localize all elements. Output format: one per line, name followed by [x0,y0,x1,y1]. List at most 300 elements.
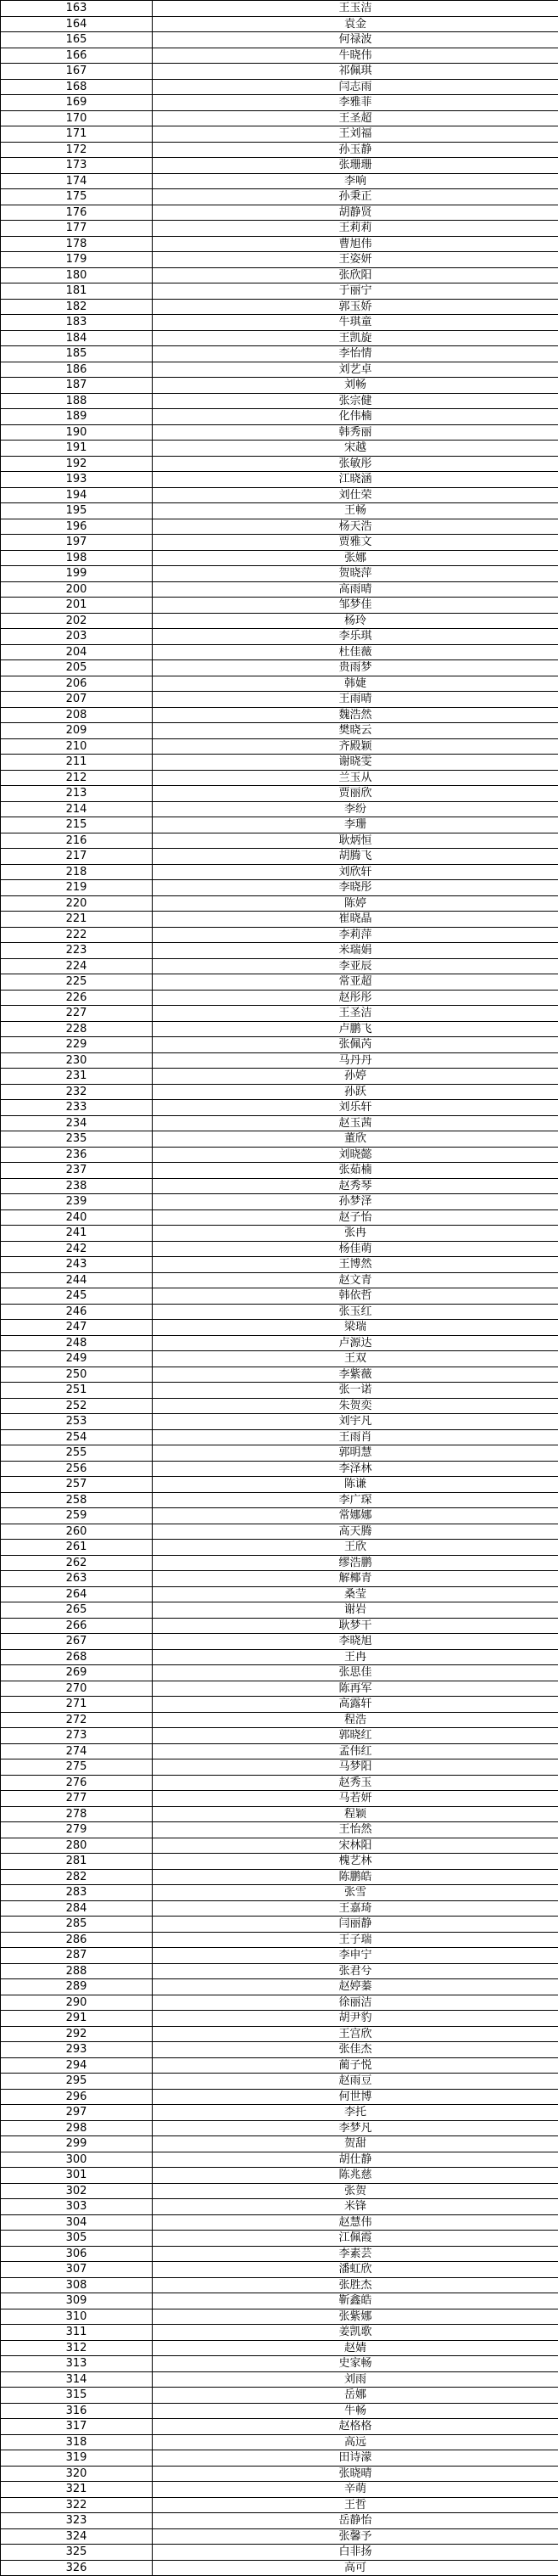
table-row [1,267,558,283]
table-row [1,1241,558,1257]
row-number-cell: 281 [1,1854,153,1870]
row-number-cell: 274 [1,1743,153,1759]
table-row [1,393,558,409]
table-row [1,1885,558,1901]
table-row [1,487,558,503]
table-row [1,1335,558,1351]
student-name-cell: 常亚超 [153,974,558,991]
row-number-cell: 290 [1,1995,153,2011]
table-row [1,16,558,32]
student-name-cell: 张娜 [153,550,558,566]
row-number-cell: 173 [1,158,153,174]
student-name-cell: 张雪 [153,1885,558,1901]
row-number-cell: 309 [1,2293,153,2309]
student-name-cell: 孙跃 [153,1084,558,1100]
row-number-cell: 324 [1,2528,153,2545]
student-name-cell: 谢晓雯 [153,755,558,771]
table-row [1,95,558,111]
row-number-cell: 315 [1,2388,153,2404]
student-name-cell: 王宫欣 [153,2026,558,2042]
row-number-cell: 216 [1,833,153,849]
student-name-cell: 李晓旭 [153,1634,558,1650]
row-number-cell: 191 [1,441,153,457]
row-number-cell: 270 [1,1681,153,1697]
student-name-cell: 白非扬 [153,2545,558,2561]
row-number-cell: 181 [1,283,153,300]
table-row [1,1492,558,1508]
student-name-cell: 田诗濛 [153,2450,558,2467]
student-name-cell: 李泽林 [153,1461,558,1477]
table-row [1,974,558,991]
row-number-cell: 220 [1,895,153,912]
row-number-cell: 201 [1,598,153,614]
row-number-cell: 251 [1,1383,153,1399]
table-row [1,32,558,48]
student-name-cell: 崔晓晶 [153,912,558,928]
student-name-cell: 胡仕静 [153,2152,558,2168]
row-number-cell: 219 [1,880,153,896]
row-number-cell: 276 [1,1775,153,1791]
student-name-cell: 化伟楠 [153,409,558,425]
student-name-cell: 王欣 [153,1540,558,1556]
table-row [1,1681,558,1697]
student-name-cell: 王冉 [153,1649,558,1665]
student-name-cell: 李紫薇 [153,1367,558,1383]
row-number-cell: 310 [1,2309,153,2325]
student-name-cell: 赵秀玉 [153,1775,558,1791]
student-name-cell: 米锋 [153,2199,558,2215]
table-row [1,221,558,237]
row-number-cell: 306 [1,2246,153,2262]
table-row [1,1963,558,1979]
student-name-cell: 岳娜 [153,2388,558,2404]
student-name-cell: 孟伟红 [153,1743,558,1759]
student-name-cell: 米瑞娟 [153,943,558,959]
table-row [1,958,558,974]
row-number-cell: 186 [1,362,153,378]
row-number-cell: 221 [1,912,153,928]
student-name-cell: 陈谦 [153,1477,558,1493]
row-number-cell: 215 [1,817,153,833]
student-name-cell: 赵子怡 [153,1209,558,1226]
student-name-cell: 胡腾飞 [153,849,558,865]
table-row [1,252,558,268]
student-name-cell: 孙秉正 [153,189,558,205]
row-number-cell: 244 [1,1272,153,1288]
row-number-cell: 275 [1,1759,153,1776]
table-row [1,2026,558,2042]
student-name-cell: 李亚辰 [153,958,558,974]
table-row [1,550,558,566]
student-name-cell: 赵文青 [153,1272,558,1288]
row-number-cell: 189 [1,409,153,425]
table-row [1,1006,558,1022]
student-name-cell: 解椰青 [153,1571,558,1587]
row-number-cell: 235 [1,1131,153,1148]
student-name-cell: 张敏彤 [153,456,558,472]
table-row [1,1869,558,1885]
table-row [1,692,558,708]
table-row [1,723,558,739]
row-number-cell: 210 [1,738,153,755]
student-name-cell: 袁金 [153,16,558,32]
student-name-cell: 贾丽欣 [153,786,558,802]
student-name-cell: 贺甜 [153,2136,558,2152]
table-row [1,1194,558,1210]
student-name-cell: 耿炳恒 [153,833,558,849]
student-name-cell: 缪浩鹏 [153,1555,558,1571]
table-row [1,2340,558,2356]
student-name-cell: 马梦阳 [153,1759,558,1776]
student-name-cell: 王玉洁 [153,1,558,17]
student-name-cell: 张君兮 [153,1963,558,1979]
table-row [1,79,558,95]
row-number-cell: 166 [1,48,153,64]
student-name-cell: 高远 [153,2434,558,2450]
table-row [1,1288,558,1305]
row-number-cell: 259 [1,1508,153,1524]
row-number-cell: 225 [1,974,153,991]
row-number-cell: 294 [1,2057,153,2074]
row-number-cell: 195 [1,503,153,519]
table-row [1,2513,558,2529]
table-row [1,2545,558,2561]
row-number-cell: 256 [1,1461,153,1477]
table-row [1,1712,558,1728]
student-name-cell: 贺晓萍 [153,566,558,582]
student-name-cell: 李广琛 [153,1492,558,1508]
row-number-cell: 301 [1,2168,153,2184]
row-number-cell: 321 [1,2482,153,2498]
row-number-cell: 304 [1,2214,153,2231]
student-name-cell: 马若妍 [153,1791,558,1807]
row-number-cell: 245 [1,1288,153,1305]
table-row [1,770,558,786]
row-number-cell: 292 [1,2026,153,2042]
table-row [1,1445,558,1462]
row-number-cell: 277 [1,1791,153,1807]
student-name-cell: 江佩霞 [153,2231,558,2247]
table-row [1,362,558,378]
row-number-cell: 298 [1,2120,153,2136]
table-row [1,1226,558,1242]
row-number-cell: 182 [1,299,153,315]
row-number-cell: 217 [1,849,153,865]
row-number-cell: 273 [1,1728,153,1744]
table-row [1,1791,558,1807]
student-name-cell: 江晓涵 [153,472,558,488]
student-name-cell: 张贺 [153,2183,558,2199]
student-name-cell: 王嘉琦 [153,1900,558,1917]
table-body [1,1,558,2576]
row-number-cell: 214 [1,801,153,817]
table-row [1,1461,558,1477]
table-row [1,676,558,692]
table-row [1,1209,558,1226]
row-number-cell: 246 [1,1304,153,1320]
row-number-cell: 185 [1,346,153,362]
row-number-cell: 167 [1,64,153,80]
row-number-cell: 230 [1,1052,153,1069]
student-name-cell: 孙梦泽 [153,1194,558,1210]
row-number-cell: 317 [1,2419,153,2435]
table-row [1,315,558,331]
table-row [1,2136,558,2152]
table-row [1,456,558,472]
row-number-cell: 252 [1,1398,153,1414]
student-name-cell: 刘晓懿 [153,1147,558,1163]
table-row [1,1665,558,1681]
row-number-cell: 184 [1,330,153,346]
row-number-cell: 197 [1,535,153,551]
student-name-cell: 宋越 [153,441,558,457]
table-row [1,205,558,221]
row-number-cell: 262 [1,1555,153,1571]
student-name-cell: 赵秀琴 [153,1178,558,1194]
row-number-cell: 269 [1,1665,153,1681]
table-row [1,2403,558,2419]
row-number-cell: 311 [1,2325,153,2341]
student-name-cell: 何禄波 [153,32,558,48]
student-name-cell: 张馨予 [153,2528,558,2545]
row-number-cell: 175 [1,189,153,205]
row-number-cell: 297 [1,2105,153,2121]
student-name-cell: 靳鑫皓 [153,2293,558,2309]
table-row [1,1524,558,1540]
table-row [1,409,558,425]
table-row [1,912,558,928]
student-name-cell: 牛畅 [153,2403,558,2419]
row-number-cell: 293 [1,2042,153,2058]
row-number-cell: 247 [1,1320,153,1336]
student-name-cell: 张一诺 [153,1383,558,1399]
table-row [1,2183,558,2199]
student-name-cell: 刘艺卓 [153,362,558,378]
table-row [1,283,558,300]
row-number-cell: 287 [1,1948,153,1964]
table-row [1,801,558,817]
student-name-cell: 刘仕荣 [153,487,558,503]
table-row [1,1163,558,1179]
row-number-cell: 313 [1,2356,153,2372]
table-row [1,2199,558,2215]
table-row [1,1728,558,1744]
table-row [1,158,558,174]
row-number-cell: 307 [1,2262,153,2278]
table-row [1,990,558,1006]
table-row [1,2466,558,2482]
table-row [1,2450,558,2467]
table-row [1,64,558,80]
student-name-cell: 徐丽洁 [153,1995,558,2011]
table-row [1,1775,558,1791]
student-name-cell: 耿梦干 [153,1618,558,1634]
table-row [1,1304,558,1320]
student-name-cell: 李雅菲 [153,95,558,111]
student-name-cell: 张茹楠 [153,1163,558,1179]
row-number-cell: 196 [1,519,153,535]
student-name-cell: 高露轩 [153,1697,558,1713]
row-number-cell: 213 [1,786,153,802]
row-number-cell: 279 [1,1822,153,1838]
table-row [1,943,558,959]
table-row [1,1602,558,1619]
table-row [1,236,558,252]
table-row [1,738,558,755]
student-name-cell: 王刘福 [153,126,558,143]
row-number-cell: 180 [1,267,153,283]
student-name-cell: 王圣超 [153,110,558,126]
row-number-cell: 248 [1,1335,153,1351]
row-number-cell: 174 [1,173,153,189]
row-number-cell: 171 [1,126,153,143]
row-number-cell: 236 [1,1147,153,1163]
student-name-cell: 王雨肖 [153,1429,558,1445]
row-number-cell: 308 [1,2277,153,2293]
student-name-cell: 常娜娜 [153,1508,558,1524]
row-number-cell: 280 [1,1838,153,1854]
student-name-cell: 杨天浩 [153,519,558,535]
student-name-cell: 郭明慧 [153,1445,558,1462]
table-row [1,2231,558,2247]
table-row [1,644,558,660]
student-name-cell: 李梦凡 [153,2120,558,2136]
table-row [1,2356,558,2372]
row-number-cell: 319 [1,2450,153,2467]
student-name-cell: 郭玉娇 [153,299,558,315]
table-row [1,786,558,802]
student-name-cell: 邹梦佳 [153,598,558,614]
student-name-cell: 赵婧 [153,2340,558,2356]
row-number-cell: 296 [1,2089,153,2105]
student-name-cell: 卢源达 [153,1335,558,1351]
table-row [1,1932,558,1948]
row-number-cell: 285 [1,1917,153,1933]
student-name-cell: 王子瑞 [153,1932,558,1948]
student-name-cell: 张佳杰 [153,2042,558,2058]
table-row [1,1555,558,1571]
student-name-cell: 李素芸 [153,2246,558,2262]
student-name-cell: 卢鹏飞 [153,1021,558,1037]
table-row [1,2293,558,2309]
student-name-cell: 李晓彤 [153,880,558,896]
student-name-cell: 张紫娜 [153,2309,558,2325]
student-name-cell: 程颖 [153,1806,558,1822]
row-number-cell: 265 [1,1602,153,1619]
student-name-cell: 刘宇凡 [153,1414,558,1430]
table-row [1,1,558,17]
student-name-cell: 王圣洁 [153,1006,558,1022]
row-number-cell: 183 [1,315,153,331]
student-name-cell: 杨佳萌 [153,1241,558,1257]
row-number-cell: 286 [1,1932,153,1948]
row-number-cell: 303 [1,2199,153,2215]
student-name-cell: 韩依哲 [153,1288,558,1305]
row-number-cell: 204 [1,644,153,660]
row-number-cell: 206 [1,676,153,692]
table-row [1,1414,558,1430]
table-row [1,1429,558,1445]
table-row [1,581,558,598]
table-row [1,1634,558,1650]
row-number-cell: 212 [1,770,153,786]
row-number-cell: 278 [1,1806,153,1822]
row-number-cell: 203 [1,629,153,645]
student-name-cell: 牛晓伟 [153,48,558,64]
student-name-cell: 赵格格 [153,2419,558,2435]
row-number-cell: 264 [1,1586,153,1602]
table-row [1,48,558,64]
table-row [1,2042,558,2058]
row-number-cell: 193 [1,472,153,488]
row-number-cell: 229 [1,1037,153,1053]
table-row [1,2325,558,2341]
table-row [1,2152,558,2168]
row-number-cell: 233 [1,1100,153,1116]
table-row [1,880,558,896]
student-name-cell: 胡静贤 [153,205,558,221]
table-row [1,660,558,676]
row-number-cell: 199 [1,566,153,582]
table-row [1,1398,558,1414]
student-name-cell: 兰玉从 [153,770,558,786]
row-number-cell: 272 [1,1712,153,1728]
table-row [1,1995,558,2011]
student-name-cell: 桑莹 [153,1586,558,1602]
student-name-cell: 刘欣轩 [153,864,558,880]
student-name-cell: 韩秀丽 [153,424,558,441]
student-name-cell: 赵婷蓁 [153,1979,558,1995]
row-number-cell: 291 [1,2011,153,2027]
student-name-cell: 高天腾 [153,1524,558,1540]
row-number-cell: 323 [1,2513,153,2529]
row-number-cell: 263 [1,1571,153,1587]
student-name-cell: 陈鹏皓 [153,1869,558,1885]
table-row [1,173,558,189]
student-name-cell: 王怡然 [153,1822,558,1838]
student-name-cell: 岳静怡 [153,2513,558,2529]
row-number-cell: 295 [1,2074,153,2090]
table-row [1,1618,558,1634]
row-number-cell: 312 [1,2340,153,2356]
student-name-cell: 高雨晴 [153,581,558,598]
student-name-cell: 张玉红 [153,1304,558,1320]
table-row [1,1320,558,1336]
table-row [1,2388,558,2404]
student-name-cell: 陈兆慈 [153,2168,558,2184]
table-row [1,1367,558,1383]
student-name-cell: 谢岩 [153,1602,558,1619]
table-row [1,1257,558,1273]
table-row [1,1649,558,1665]
row-number-cell: 260 [1,1524,153,1540]
row-number-cell: 188 [1,393,153,409]
student-name-cell: 王博然 [153,1257,558,1273]
table-row [1,2089,558,2105]
row-number-cell: 243 [1,1257,153,1273]
student-name-cell: 贵雨梦 [153,660,558,676]
table-row [1,110,558,126]
row-number-cell: 314 [1,2371,153,2388]
row-number-cell: 207 [1,692,153,708]
student-name-cell: 于丽宁 [153,283,558,300]
table-row [1,2074,558,2090]
row-number-cell: 326 [1,2560,153,2576]
student-name-cell: 魏浩然 [153,707,558,723]
row-number-cell: 228 [1,1021,153,1037]
student-name-cell: 王姿妍 [153,252,558,268]
row-number-cell: 258 [1,1492,153,1508]
